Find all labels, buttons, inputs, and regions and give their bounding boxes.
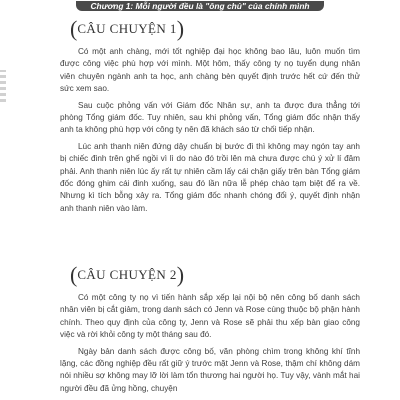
story-2-paragraph-1: Có một công ty nọ vì tiến hành sắp xếp lại nội bộ nên công bố danh sách nhân viên bị cắt giảm, trong danh sách có Jenn và Rose cùng thuộc bộ phận hành chính. Theo quy định của công ty, Jenn và Rose sẽ phải thu xếp bàn giao công việc và rời khỏi công ty một tháng sau đó. <box>60 293 360 340</box>
chapter-title: Chương 1: Mỗi người đều là "ông chủ" của chính mình <box>76 1 323 11</box>
story-2 <box>60 262 360 395</box>
close-paren: ) <box>176 16 185 41</box>
story-1-paragraph-3: Lúc anh thanh niên đứng dậy chuẩn bị bước đi thì không may ngón tay anh bị chiếc đinh trên ghế ngồi vì lì do nào đó trồi lên mà chưa được chú ý xử lí đâm phải. Anh thanh niên lúc ấy rất tự nhiên cầm lấy cái chặn giấy trên bàn Tổng giám đốc đóng ghim cái đinh xuống, sau đó lần nữa lễ phép chào tạm biệt để ra về. Nhưng kì tích bỗng xảy ra. Tổng giám đốc nhanh chóng đổi ý, quyết định nhận anh thanh niên vào làm. <box>60 141 360 213</box>
story-1-paragraph-1: Có một anh chàng, mới tốt nghiệp đại học không bao lâu, luôn muốn tìm được công việc phù hợp với mình. Một hôm, thấy công ty nọ tuyển dụng nhân viên chuyên ngành anh ta học, anh chàng bèn quyết định trước hết cứ đến thử sức xem sao. <box>60 47 360 94</box>
story-2-heading <box>70 262 184 288</box>
story-1 <box>60 16 360 215</box>
story-1-paragraph-2: Sau cuộc phỏng vấn với Giám đốc Nhân sự, anh ta được đưa thẳng tới phòng Tổng giám đốc. Tuy nhiên, sau khi phỏng vấn, Tổng giám đốc nhận thấy anh ta không phù hợp với công ty nên đã khách sáo từ chối tiếp nhận. <box>60 100 360 135</box>
story-1-heading <box>70 16 184 42</box>
story-1-title: CÂU CHUYỆN 1 <box>77 21 177 36</box>
open-paren: ( <box>70 262 78 287</box>
page-header <box>0 0 400 12</box>
open-paren: ( <box>70 16 78 41</box>
close-paren: ) <box>176 262 185 287</box>
story-2-title: CÂU CHUYỆN 2 <box>77 267 177 282</box>
story-2-paragraph-2: Ngày bản danh sách được công bố, văn phòng chìm trong không khí tĩnh lặng, các đồng nghiệp đều rất giữ ý trước mặt Jenn và Rose, thậm chí không dám nói nhiều sợ không may lỡ lời làm tổn thương hai người họ. Tuy vậy, vành mắt hai người đều đã ửng hồng, chuyện <box>60 346 360 393</box>
margin-decoration <box>0 70 6 102</box>
